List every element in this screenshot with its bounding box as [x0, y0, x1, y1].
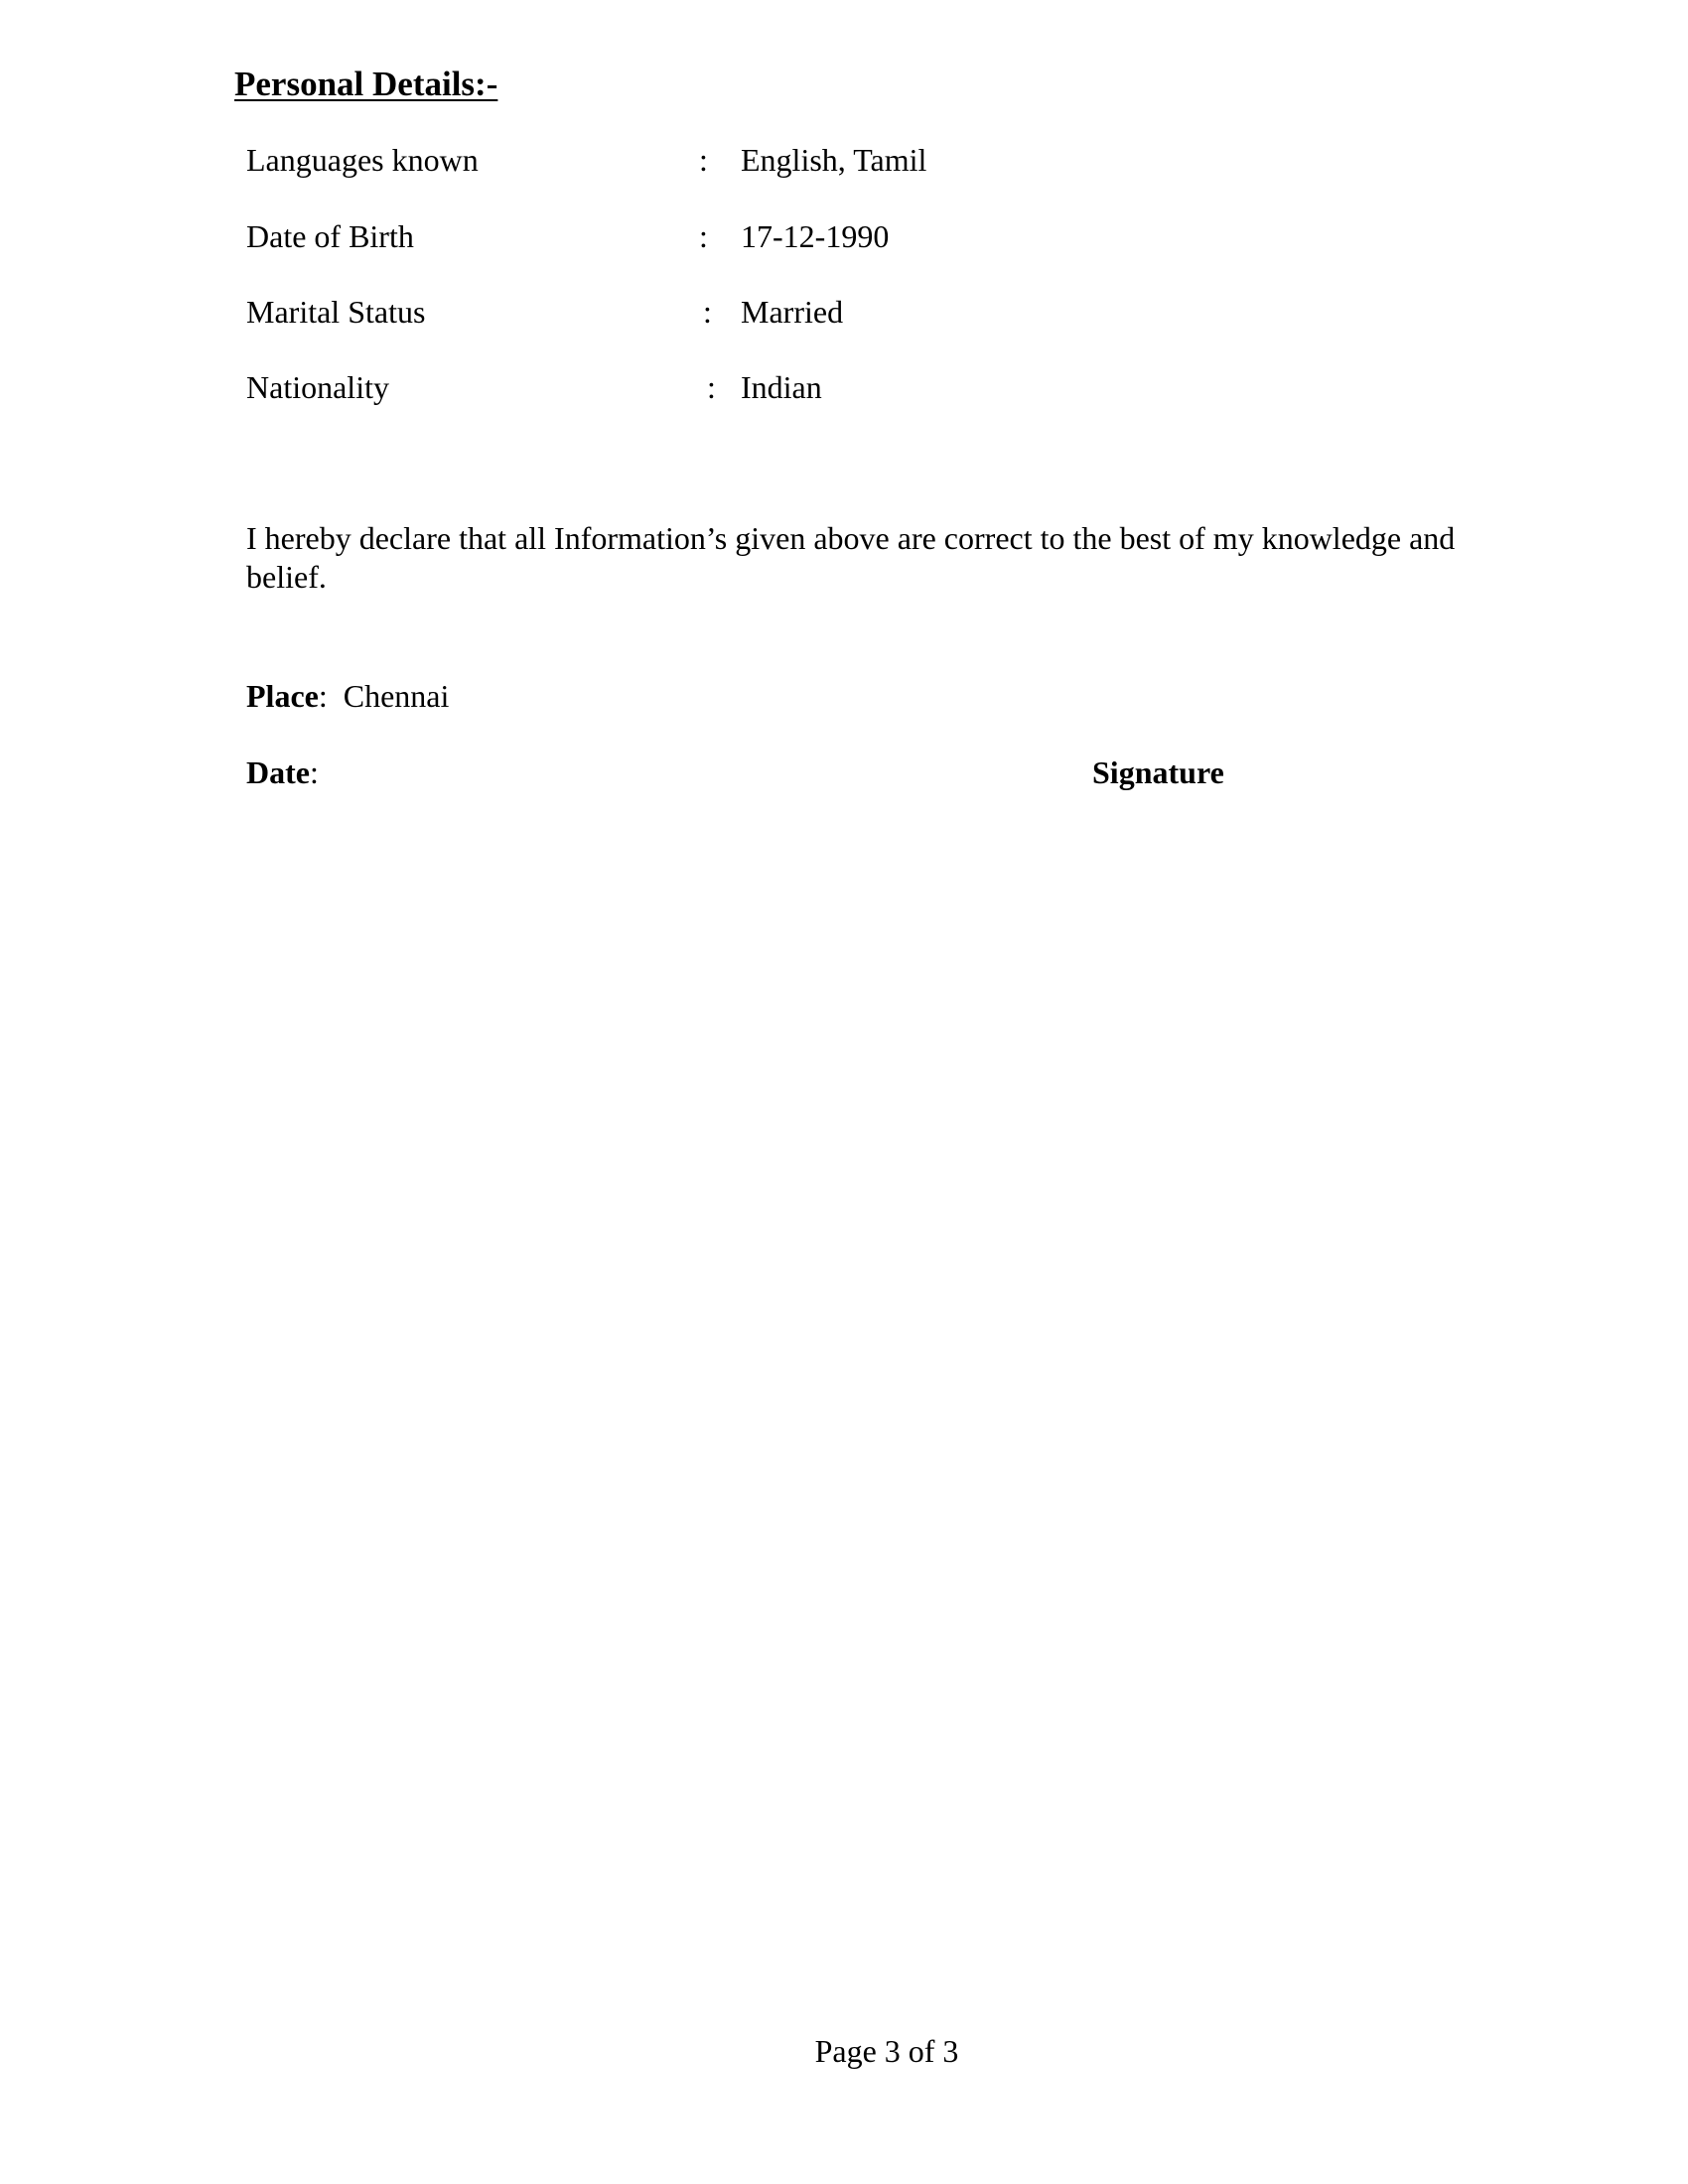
detail-label: Date of Birth	[246, 218, 414, 254]
date-label: Date	[246, 754, 310, 790]
signature-label: Signature	[1092, 754, 1224, 790]
section-title: Personal Details:-	[234, 65, 498, 103]
detail-separator: :	[699, 142, 708, 178]
detail-separator: :	[703, 294, 712, 330]
detail-value: Married	[741, 294, 844, 330]
detail-row-date-of-birth	[246, 214, 1338, 258]
place-value: Chennai	[343, 678, 450, 714]
detail-row-languages	[246, 138, 1338, 182]
page-number-footer: Page 3 of 3	[814, 2033, 959, 2069]
detail-value: Indian	[741, 369, 822, 405]
detail-separator: :	[707, 369, 716, 405]
detail-separator: :	[699, 218, 708, 254]
detail-value: 17-12-1990	[741, 218, 890, 254]
detail-value: English, Tamil	[741, 142, 927, 178]
place-separator: :	[318, 678, 328, 714]
date-separator: :	[309, 754, 319, 790]
declaration-text: I hereby declare that all Information’s given above are correct to the best of my knowledge and belief.	[246, 520, 1456, 595]
detail-label: Marital Status	[246, 294, 426, 330]
detail-row-marital-status	[246, 290, 1338, 334]
detail-label: Languages known	[246, 142, 479, 178]
place-line	[246, 674, 449, 718]
place-label: Place	[246, 678, 319, 714]
date-line	[246, 751, 319, 794]
detail-row-nationality	[246, 365, 1338, 409]
detail-label: Nationality	[246, 369, 389, 405]
